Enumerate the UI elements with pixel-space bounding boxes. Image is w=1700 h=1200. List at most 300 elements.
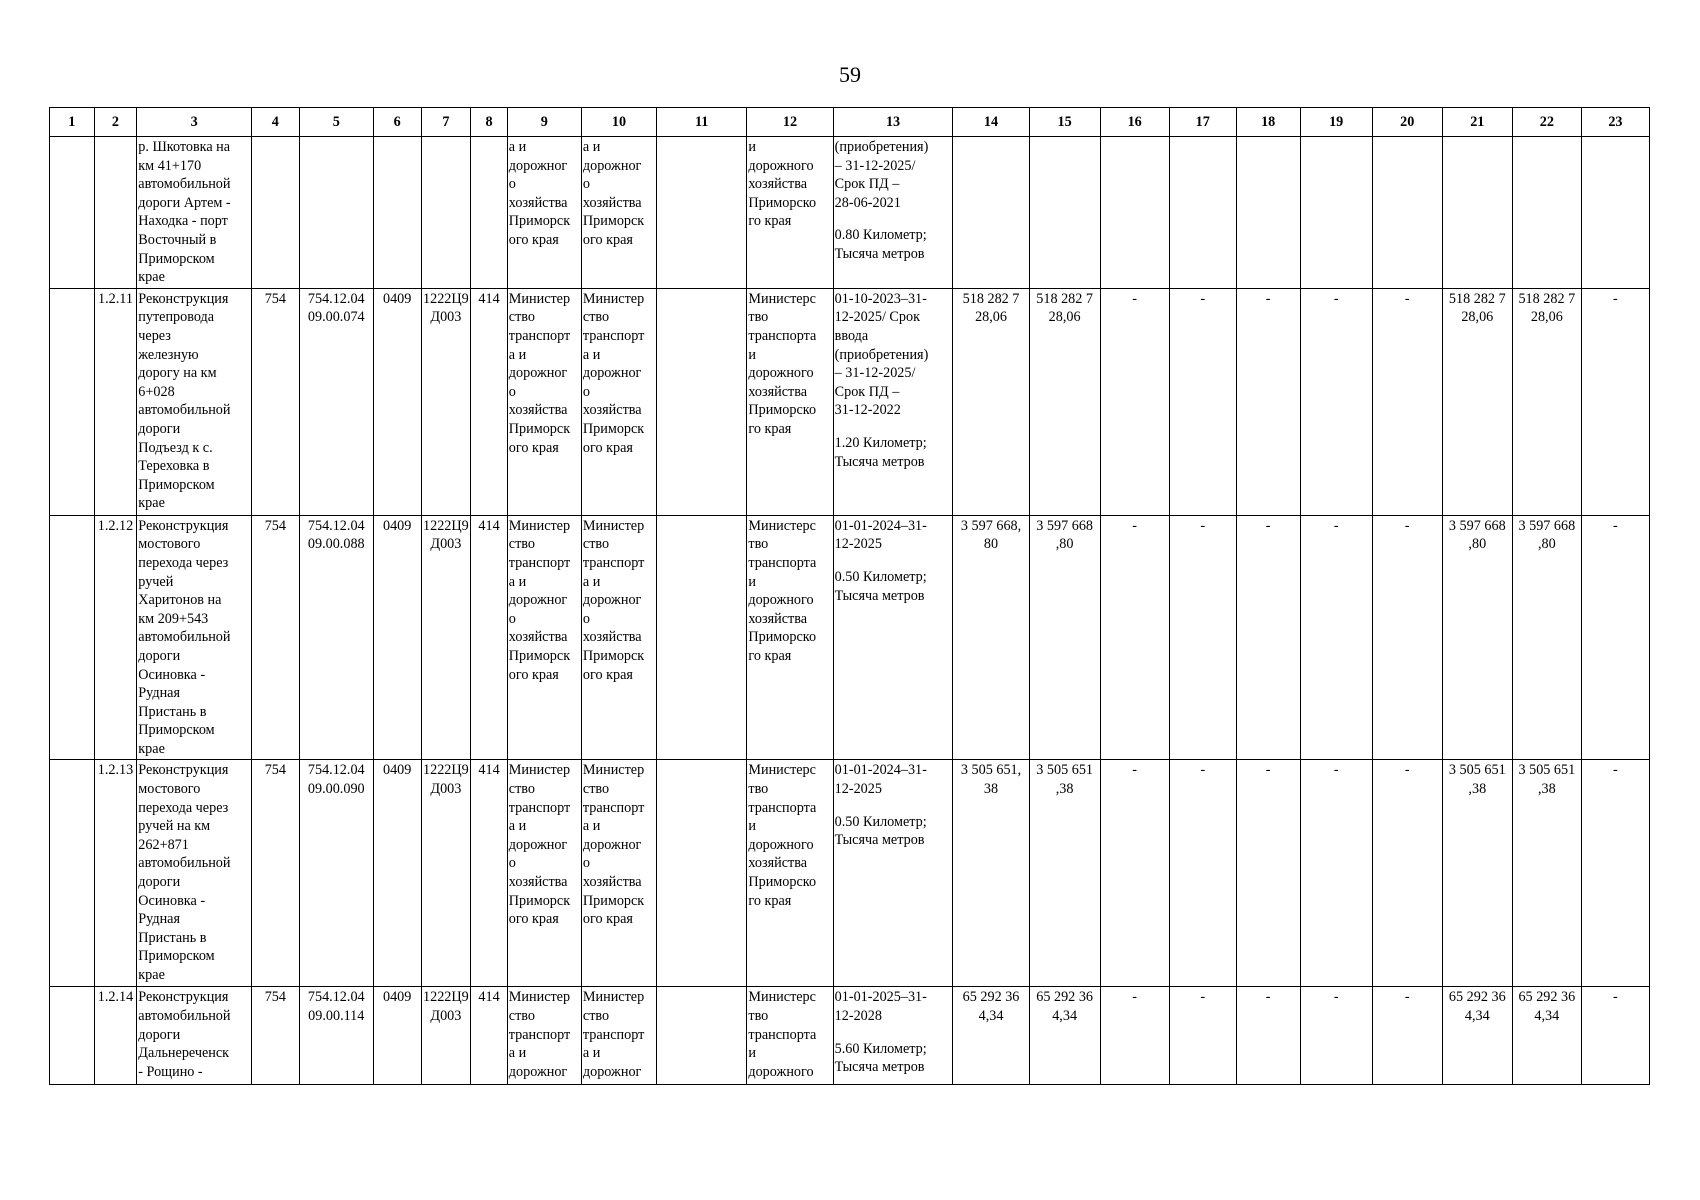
cell-c3-line: дороги: [138, 647, 181, 664]
cell-c18: -: [1236, 987, 1300, 1085]
cell-c17: -: [1169, 760, 1236, 987]
cell-c12-line: транспорта: [748, 554, 817, 571]
cell-c3-line: автомобильной: [138, 1008, 231, 1025]
cell-c23: [1581, 137, 1649, 289]
cell-c9-line: а и: [508, 573, 527, 590]
cell-c13-line: Срок ПД –: [834, 383, 900, 400]
cell-c15-line: ,80: [1055, 536, 1074, 553]
cell-c10-line: дорожног: [582, 836, 642, 853]
cell-c13-line: Тысяча метров: [834, 453, 925, 470]
cell-c14-line: 28,06: [975, 309, 1007, 326]
cell-c6: 0409: [373, 515, 421, 760]
cell-c3-line: дороги Артем -: [138, 194, 231, 211]
cell-c7-line: Д003: [430, 309, 462, 326]
cell-c10-line: Министер: [582, 517, 645, 534]
cell-c9-line: дорожног: [508, 365, 568, 382]
cell-c9: [507, 760, 581, 987]
cell-c16: -: [1100, 288, 1169, 515]
cell-c3-line: автомобильной: [138, 176, 231, 193]
cell-c13-line: Тысяча метров: [834, 587, 925, 604]
cell-c3-line: Реконструкция: [138, 517, 229, 534]
cell-c3: [137, 987, 252, 1085]
cell-c7: [421, 137, 471, 289]
column-header-15: 15: [1029, 108, 1100, 137]
column-header-23: 23: [1581, 108, 1649, 137]
cell-c15: [1029, 760, 1100, 987]
cell-c5: [299, 987, 373, 1085]
cell-c10: [581, 137, 656, 289]
cell-c10-line: хозяйства: [582, 402, 642, 419]
column-header-21: 21: [1442, 108, 1512, 137]
cell-c10-line: ого края: [582, 911, 633, 928]
cell-c7: [421, 760, 471, 987]
cell-c3-line: перехода через: [138, 554, 229, 571]
cell-c6: 0409: [373, 288, 421, 515]
cell-c2: 1.2.14: [94, 987, 137, 1085]
cell-c13-line: 5.60 Километр;: [834, 1040, 927, 1057]
spacer: [835, 1026, 952, 1040]
cell-c12-line: тво: [748, 536, 769, 553]
cell-c9-line: ого края: [508, 911, 559, 928]
cell-c16: -: [1100, 515, 1169, 760]
cell-c2: 1.2.11: [94, 288, 137, 515]
cell-c10-line: а и: [582, 346, 601, 363]
cell-c10-line: ство: [582, 309, 610, 326]
cell-c1: [50, 288, 95, 515]
data-table: [49, 107, 1650, 1085]
cell-c10-line: дорожног: [582, 157, 642, 174]
cell-c3-line: Приморском: [138, 250, 215, 267]
cell-c9-line: хозяйства: [508, 402, 568, 419]
cell-c10-line: Приморск: [582, 647, 645, 664]
cell-c3-line: крае: [138, 967, 165, 983]
cell-c15: [1029, 288, 1100, 515]
cell-c22-line: ,80: [1537, 536, 1556, 553]
cell-c3-line: Пристань в: [138, 929, 207, 946]
cell-c10-line: хозяйства: [582, 629, 642, 646]
cell-c12: [747, 515, 833, 760]
cell-c3-line: перехода через: [138, 799, 229, 816]
cell-c9-line: Приморск: [508, 647, 571, 664]
cell-c4: 754: [252, 760, 300, 987]
column-header-17: 17: [1169, 108, 1236, 137]
cell-c11: [657, 987, 747, 1085]
cell-c13-line: Срок ПД –: [834, 176, 900, 193]
cell-c10-line: дорожног: [582, 365, 642, 382]
cell-c3-line: 262+871: [138, 836, 189, 853]
cell-c7-line: 1222Ц9: [423, 989, 469, 1006]
cell-c16: -: [1100, 760, 1169, 987]
cell-c10: [581, 987, 656, 1085]
cell-c8: 414: [471, 515, 508, 760]
cell-c3-line: Рудная: [138, 911, 181, 928]
cell-c14: [953, 137, 1029, 289]
cell-c3-line: Тереховка в: [138, 458, 210, 475]
cell-c2: 1.2.13: [94, 760, 137, 987]
cell-c1: [50, 515, 95, 760]
cell-c13-line: 28-06-2021: [834, 194, 901, 211]
cell-c3-line: - Рощино -: [138, 1063, 203, 1080]
cell-c22-line: 28,06: [1530, 309, 1563, 326]
cell-c4: 754: [252, 515, 300, 760]
cell-c22-line: 518 282 7: [1518, 290, 1576, 307]
cell-c10-line: ого края: [582, 231, 633, 248]
cell-c9-line: а и: [508, 139, 527, 155]
cell-c9-line: о: [508, 610, 516, 627]
column-header-18: 18: [1236, 108, 1300, 137]
cell-c13-line: 01-01-2025–31-: [834, 989, 927, 1006]
cell-c19: -: [1300, 288, 1372, 515]
column-header-8: 8: [471, 108, 508, 137]
cell-c22: [1512, 760, 1581, 987]
column-header-2: 2: [94, 108, 137, 137]
cell-c9-line: дорожног: [508, 1063, 568, 1080]
cell-c2: [94, 137, 137, 289]
cell-c12-line: Министерс: [748, 989, 816, 1006]
cell-c13-line: 12-2028: [834, 1008, 882, 1025]
cell-c21: [1442, 288, 1512, 515]
table-row: [50, 515, 1650, 760]
cell-c7-line: 1222Ц9: [423, 290, 469, 307]
cell-c12-line: хозяйства: [748, 176, 808, 193]
column-header-12: 12: [747, 108, 833, 137]
cell-c14: [953, 288, 1029, 515]
cell-c3-line: р. Шкотовка на: [138, 139, 231, 155]
cell-c9-line: транспорт: [508, 799, 571, 816]
cell-c12-line: Приморско: [748, 194, 817, 211]
spacer: [835, 420, 952, 434]
cell-c9-line: а и: [508, 818, 527, 835]
cell-c9-line: дорожног: [508, 157, 568, 174]
table-row: [50, 288, 1650, 515]
cell-c10-line: транспорт: [582, 1026, 645, 1043]
cell-c12-line: транспорта: [748, 799, 817, 816]
cell-c3-line: через: [138, 327, 171, 344]
cell-c3-line: ручей на км: [138, 818, 211, 835]
cell-c9-line: Министер: [508, 762, 571, 779]
cell-c9-line: Министер: [508, 517, 571, 534]
cell-c13-line: – 31-12-2025/: [834, 157, 916, 174]
cell-c8: 414: [471, 760, 508, 987]
cell-c21-line: 3 597 668: [1448, 517, 1506, 534]
cell-c14-line: 65 292 36: [962, 989, 1020, 1006]
cell-c9: [507, 515, 581, 760]
cell-c3: [137, 515, 252, 760]
table-header-row: [50, 108, 1650, 137]
cell-c7: [421, 515, 471, 760]
cell-c3-line: км 209+543: [138, 610, 209, 627]
cell-c19: [1300, 137, 1372, 289]
cell-c1: [50, 760, 95, 987]
cell-c12: [747, 987, 833, 1085]
cell-c10-line: а и: [582, 818, 601, 835]
cell-c13: [833, 288, 953, 515]
cell-c23: -: [1581, 515, 1649, 760]
cell-c4: 754: [252, 288, 300, 515]
cell-c4: 754: [252, 987, 300, 1085]
cell-c20: [1372, 137, 1442, 289]
cell-c11: [657, 288, 747, 515]
cell-c3-line: дороги: [138, 874, 181, 891]
cell-c3-line: автомобильной: [138, 402, 231, 419]
table-row: [50, 137, 1650, 289]
column-header-4: 4: [252, 108, 300, 137]
cell-c12-line: дорожного: [748, 592, 814, 609]
cell-c3-line: Осиновка -: [138, 666, 206, 683]
cell-c12-line: Приморско: [748, 402, 817, 419]
cell-c3-line: Приморском: [138, 948, 215, 965]
cell-c22: [1512, 515, 1581, 760]
cell-c16: [1100, 137, 1169, 289]
cell-c12-line: Министерс: [748, 762, 816, 779]
cell-c3-line: Приморском: [138, 722, 215, 739]
cell-c10-line: о: [582, 383, 590, 400]
cell-c15-line: 3 597 668: [1036, 517, 1093, 534]
cell-c20: -: [1372, 987, 1442, 1085]
cell-c3: [137, 760, 252, 987]
cell-c3-line: км 41+170: [138, 157, 202, 174]
cell-c11: [657, 760, 747, 987]
cell-c10-line: Приморск: [582, 420, 645, 437]
cell-c3-line: Находка - порт: [138, 213, 228, 230]
cell-c12-line: и: [748, 573, 756, 590]
cell-c9-line: Приморск: [508, 892, 571, 909]
cell-c3-line: автомобильной: [138, 855, 231, 872]
cell-c13-line: 01-10-2023–31-: [834, 290, 927, 307]
cell-c12-line: дорожного: [748, 1063, 814, 1080]
cell-c10-line: дорожног: [582, 1063, 642, 1080]
cell-c13-line: 12-2025/ Срок: [834, 309, 920, 326]
cell-c12-line: дорожного: [748, 157, 814, 174]
cell-c11: [657, 515, 747, 760]
cell-c9-line: хозяйства: [508, 874, 568, 891]
column-header-20: 20: [1372, 108, 1442, 137]
cell-c10-line: транспорт: [582, 799, 645, 816]
column-header-3: 3: [137, 108, 252, 137]
cell-c20: -: [1372, 288, 1442, 515]
cell-c15-line: 3 505 651: [1036, 762, 1093, 779]
cell-c23: -: [1581, 987, 1649, 1085]
page-number: 59: [839, 62, 861, 87]
cell-c7-line: Д003: [430, 781, 462, 798]
cell-c14: [953, 515, 1029, 760]
cell-c3-line: автомобильной: [138, 629, 231, 646]
table-row: [50, 760, 1650, 987]
cell-c5-line: 09.00.074: [307, 309, 365, 326]
cell-c10-line: хозяйства: [582, 194, 642, 211]
cell-c3-line: Приморском: [138, 476, 215, 493]
cell-c10: [581, 515, 656, 760]
cell-c12-line: дорожного: [748, 836, 814, 853]
cell-c10-line: дорожног: [582, 592, 642, 609]
cell-c9-line: транспорт: [508, 327, 571, 344]
cell-c3-line: Реконструкция: [138, 762, 229, 779]
column-header-16: 16: [1100, 108, 1169, 137]
cell-c10-line: а и: [582, 139, 601, 155]
column-header-9: 9: [507, 108, 581, 137]
cell-c10-line: ого края: [582, 439, 633, 456]
cell-c14-line: 3 505 651,: [960, 762, 1022, 779]
cell-c3-line: Осиновка -: [138, 892, 206, 909]
cell-c7: [421, 987, 471, 1085]
cell-c15-line: ,38: [1055, 781, 1074, 798]
cell-c13-line: – 31-12-2025/: [834, 365, 916, 382]
spacer: [835, 212, 952, 226]
cell-c12-line: и: [748, 346, 756, 363]
cell-c12-line: Министерс: [748, 290, 816, 307]
cell-c14-line: 518 282 7: [962, 290, 1020, 307]
cell-c20: -: [1372, 760, 1442, 987]
column-header-11: 11: [657, 108, 747, 137]
cell-c3-line: Пристань в: [138, 703, 207, 720]
cell-c14-line: 80: [983, 536, 999, 553]
cell-c13-line: Тысяча метров: [834, 245, 925, 262]
cell-c13: [833, 137, 953, 289]
cell-c16: -: [1100, 987, 1169, 1085]
cell-c3-line: Подъезд к с.: [138, 439, 213, 456]
column-header-5: 5: [299, 108, 373, 137]
cell-c9: [507, 288, 581, 515]
cell-c21: [1442, 760, 1512, 987]
cell-c9-line: хозяйства: [508, 194, 568, 211]
cell-c5-line: 754.12.04: [307, 989, 365, 1006]
cell-c12: [747, 288, 833, 515]
cell-c21-line: 4,34: [1464, 1008, 1490, 1025]
cell-c13-line: 12-2025: [834, 781, 882, 798]
cell-c21-line: ,80: [1468, 536, 1487, 553]
cell-c10-line: Министер: [582, 290, 645, 307]
cell-c10-line: Министер: [582, 762, 645, 779]
cell-c5-line: 09.00.088: [307, 536, 365, 553]
cell-c12-line: дорожного: [748, 365, 814, 382]
cell-c21: [1442, 987, 1512, 1085]
cell-c3-line: Реконструкция: [138, 989, 229, 1006]
cell-c10: [581, 288, 656, 515]
cell-c9-line: ого края: [508, 439, 559, 456]
table-row: [50, 987, 1650, 1085]
cell-c22: [1512, 987, 1581, 1085]
cell-c7-line: Д003: [430, 1008, 462, 1025]
cell-c11: [657, 137, 747, 289]
cell-c3-line: Восточный в: [138, 231, 217, 248]
cell-c13-line: 01-01-2024–31-: [834, 517, 927, 534]
column-header-1: 1: [50, 108, 95, 137]
cell-c10: [581, 760, 656, 987]
cell-c3-line: дорогу на км: [138, 365, 217, 382]
column-header-19: 19: [1300, 108, 1372, 137]
cell-c9-line: ство: [508, 1008, 535, 1025]
cell-c7-line: 1222Ц9: [423, 762, 469, 779]
cell-c3-line: 6+028: [138, 383, 175, 400]
cell-c10-line: хозяйства: [582, 874, 642, 891]
cell-c12-line: тво: [748, 781, 769, 798]
cell-c15-line: 518 282 7: [1036, 290, 1093, 307]
cell-c3-line: дороги: [138, 420, 181, 437]
cell-c9-line: о: [508, 383, 516, 400]
cell-c22-line: 3 597 668: [1518, 517, 1576, 534]
cell-c10-line: а и: [582, 1045, 601, 1062]
cell-c12-line: хозяйства: [748, 610, 808, 627]
cell-c8: 414: [471, 987, 508, 1085]
cell-c9-line: ство: [508, 309, 535, 326]
cell-c13-line: 0.50 Километр;: [834, 813, 927, 830]
cell-c21-line: 28,06: [1461, 309, 1494, 326]
cell-c7-line: 1222Ц9: [423, 517, 469, 534]
cell-c21: [1442, 515, 1512, 760]
cell-c3-line: ручей: [138, 573, 174, 590]
cell-c23: -: [1581, 760, 1649, 987]
cell-c9-line: о: [508, 855, 516, 872]
column-header-22: 22: [1512, 108, 1581, 137]
cell-c6: 0409: [373, 987, 421, 1085]
cell-c14-line: 4,34: [978, 1008, 1004, 1025]
cell-c5: [299, 137, 373, 289]
cell-c9-line: а и: [508, 1045, 527, 1062]
cell-c13-line: 0.80 Километр;: [834, 227, 927, 244]
cell-c3-line: крае: [138, 269, 165, 286]
cell-c10-line: ство: [582, 536, 610, 553]
cell-c5: [299, 760, 373, 987]
cell-c6: [373, 137, 421, 289]
cell-c3-line: Реконструкция: [138, 290, 229, 307]
cell-c9-line: о: [508, 176, 516, 193]
cell-c9-line: Приморск: [508, 420, 571, 437]
cell-c21: [1442, 137, 1512, 289]
column-header-7: 7: [421, 108, 471, 137]
cell-c12-line: го края: [748, 892, 792, 909]
cell-c20: -: [1372, 515, 1442, 760]
cell-c9-line: транспорт: [508, 554, 571, 571]
cell-c5-line: 754.12.04: [307, 290, 365, 307]
cell-c12-line: и: [748, 139, 756, 155]
cell-c3-line: путепровода: [138, 309, 215, 326]
cell-c12-line: тво: [748, 309, 769, 326]
cell-c5-line: 09.00.090: [307, 781, 365, 798]
cell-c7: [421, 288, 471, 515]
cell-c15: [1029, 137, 1100, 289]
cell-c13-line: ввода: [834, 327, 869, 344]
cell-c12-line: транспорта: [748, 327, 817, 344]
cell-c15: [1029, 515, 1100, 760]
cell-c9-line: ого края: [508, 666, 559, 683]
cell-c10-line: о: [582, 610, 590, 627]
cell-c12-line: Приморско: [748, 874, 817, 891]
cell-c5-line: 754.12.04: [307, 517, 365, 534]
cell-c12-line: Министерс: [748, 517, 816, 534]
cell-c12-line: тво: [748, 1008, 769, 1025]
cell-c1: [50, 137, 95, 289]
cell-c12-line: го края: [748, 647, 792, 664]
cell-c18: [1236, 137, 1300, 289]
cell-c22-line: 4,34: [1534, 1008, 1560, 1025]
cell-c9-line: Приморск: [508, 213, 571, 230]
cell-c15-line: 65 292 36: [1036, 989, 1093, 1006]
cell-c3-line: железную: [138, 346, 199, 363]
spacer: [835, 799, 952, 813]
cell-c18: -: [1236, 288, 1300, 515]
cell-c12-line: Приморско: [748, 629, 817, 646]
cell-c5-line: 754.12.04: [307, 762, 365, 779]
cell-c18: -: [1236, 760, 1300, 987]
cell-c13: [833, 515, 953, 760]
cell-c12-line: и: [748, 1045, 756, 1062]
cell-c17: [1169, 137, 1236, 289]
cell-c15-line: 4,34: [1052, 1008, 1078, 1025]
cell-c21-line: 3 505 651: [1448, 762, 1506, 779]
cell-c10-line: ство: [582, 781, 610, 798]
cell-c9: [507, 137, 581, 289]
cell-c15: [1029, 987, 1100, 1085]
